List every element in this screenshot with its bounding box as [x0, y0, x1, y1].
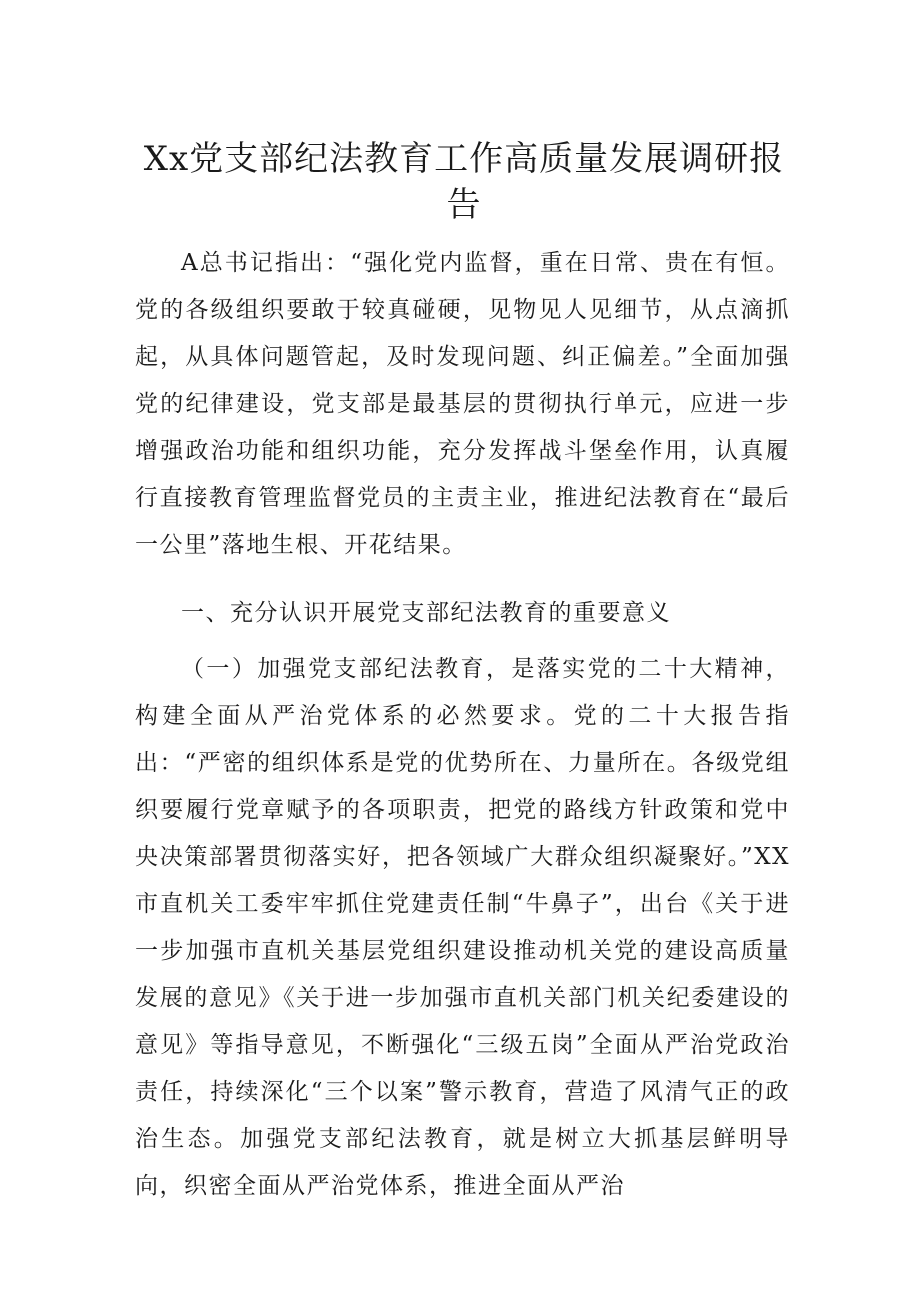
- section-heading: 一、充分认识开展党支部纪法教育的重要意义: [181, 600, 671, 626]
- document-title: Xx党支部纪法教育工作高质量发展调研报告: [143, 139, 785, 225]
- subsection-paragraph: （一）加强党支部纪法教育，是落实党的二十大精神，构建全面从严治党体系的必然要求。党的二十大报告指出：“严密的组织体系是党的优势所在、力量所在。各级党组织要履行党章赋予的各项职责，把党的路线方针政策和党中央决策部署贯彻落实好，把各领域广大群众组织凝聚好。”XX市直机关工委牢牢抓住党建责任制“牛鼻子”，出台《关于进一步加强市直机关基层党组织建设推动机关党的建设高质量发展的意见》《关于进一步加强市直机关部门机关纪委建设的意见》等指导意见，不断强化“三级五岗”全面从严治党政治责任，持续深化“三个以案”警示教育，营造了风清气正的政治生态。加强党支部纪法教育，就是树立大抓基层鲜明导向，织密全面从严治党体系，推进全面从严治: [135, 656, 790, 1199]
- intro-paragraph: A总书记指出：“强化党内监督，重在日常、贵在有恒。党的各级组织要敢于较真碰硬，见物见人见细节，从点滴抓起，从具体问题管起，及时发现问题、纠正偏差。”全面加强党的纪律建设，党支部是最基层的贯彻执行单元，应进一步增强政治功能和组织功能，充分发挥战斗堡垒作用，认真履行直接教育管理监督党员的主责主业，推进纪法教育在“最后一公里”落地生根、开花结果。: [135, 250, 790, 558]
